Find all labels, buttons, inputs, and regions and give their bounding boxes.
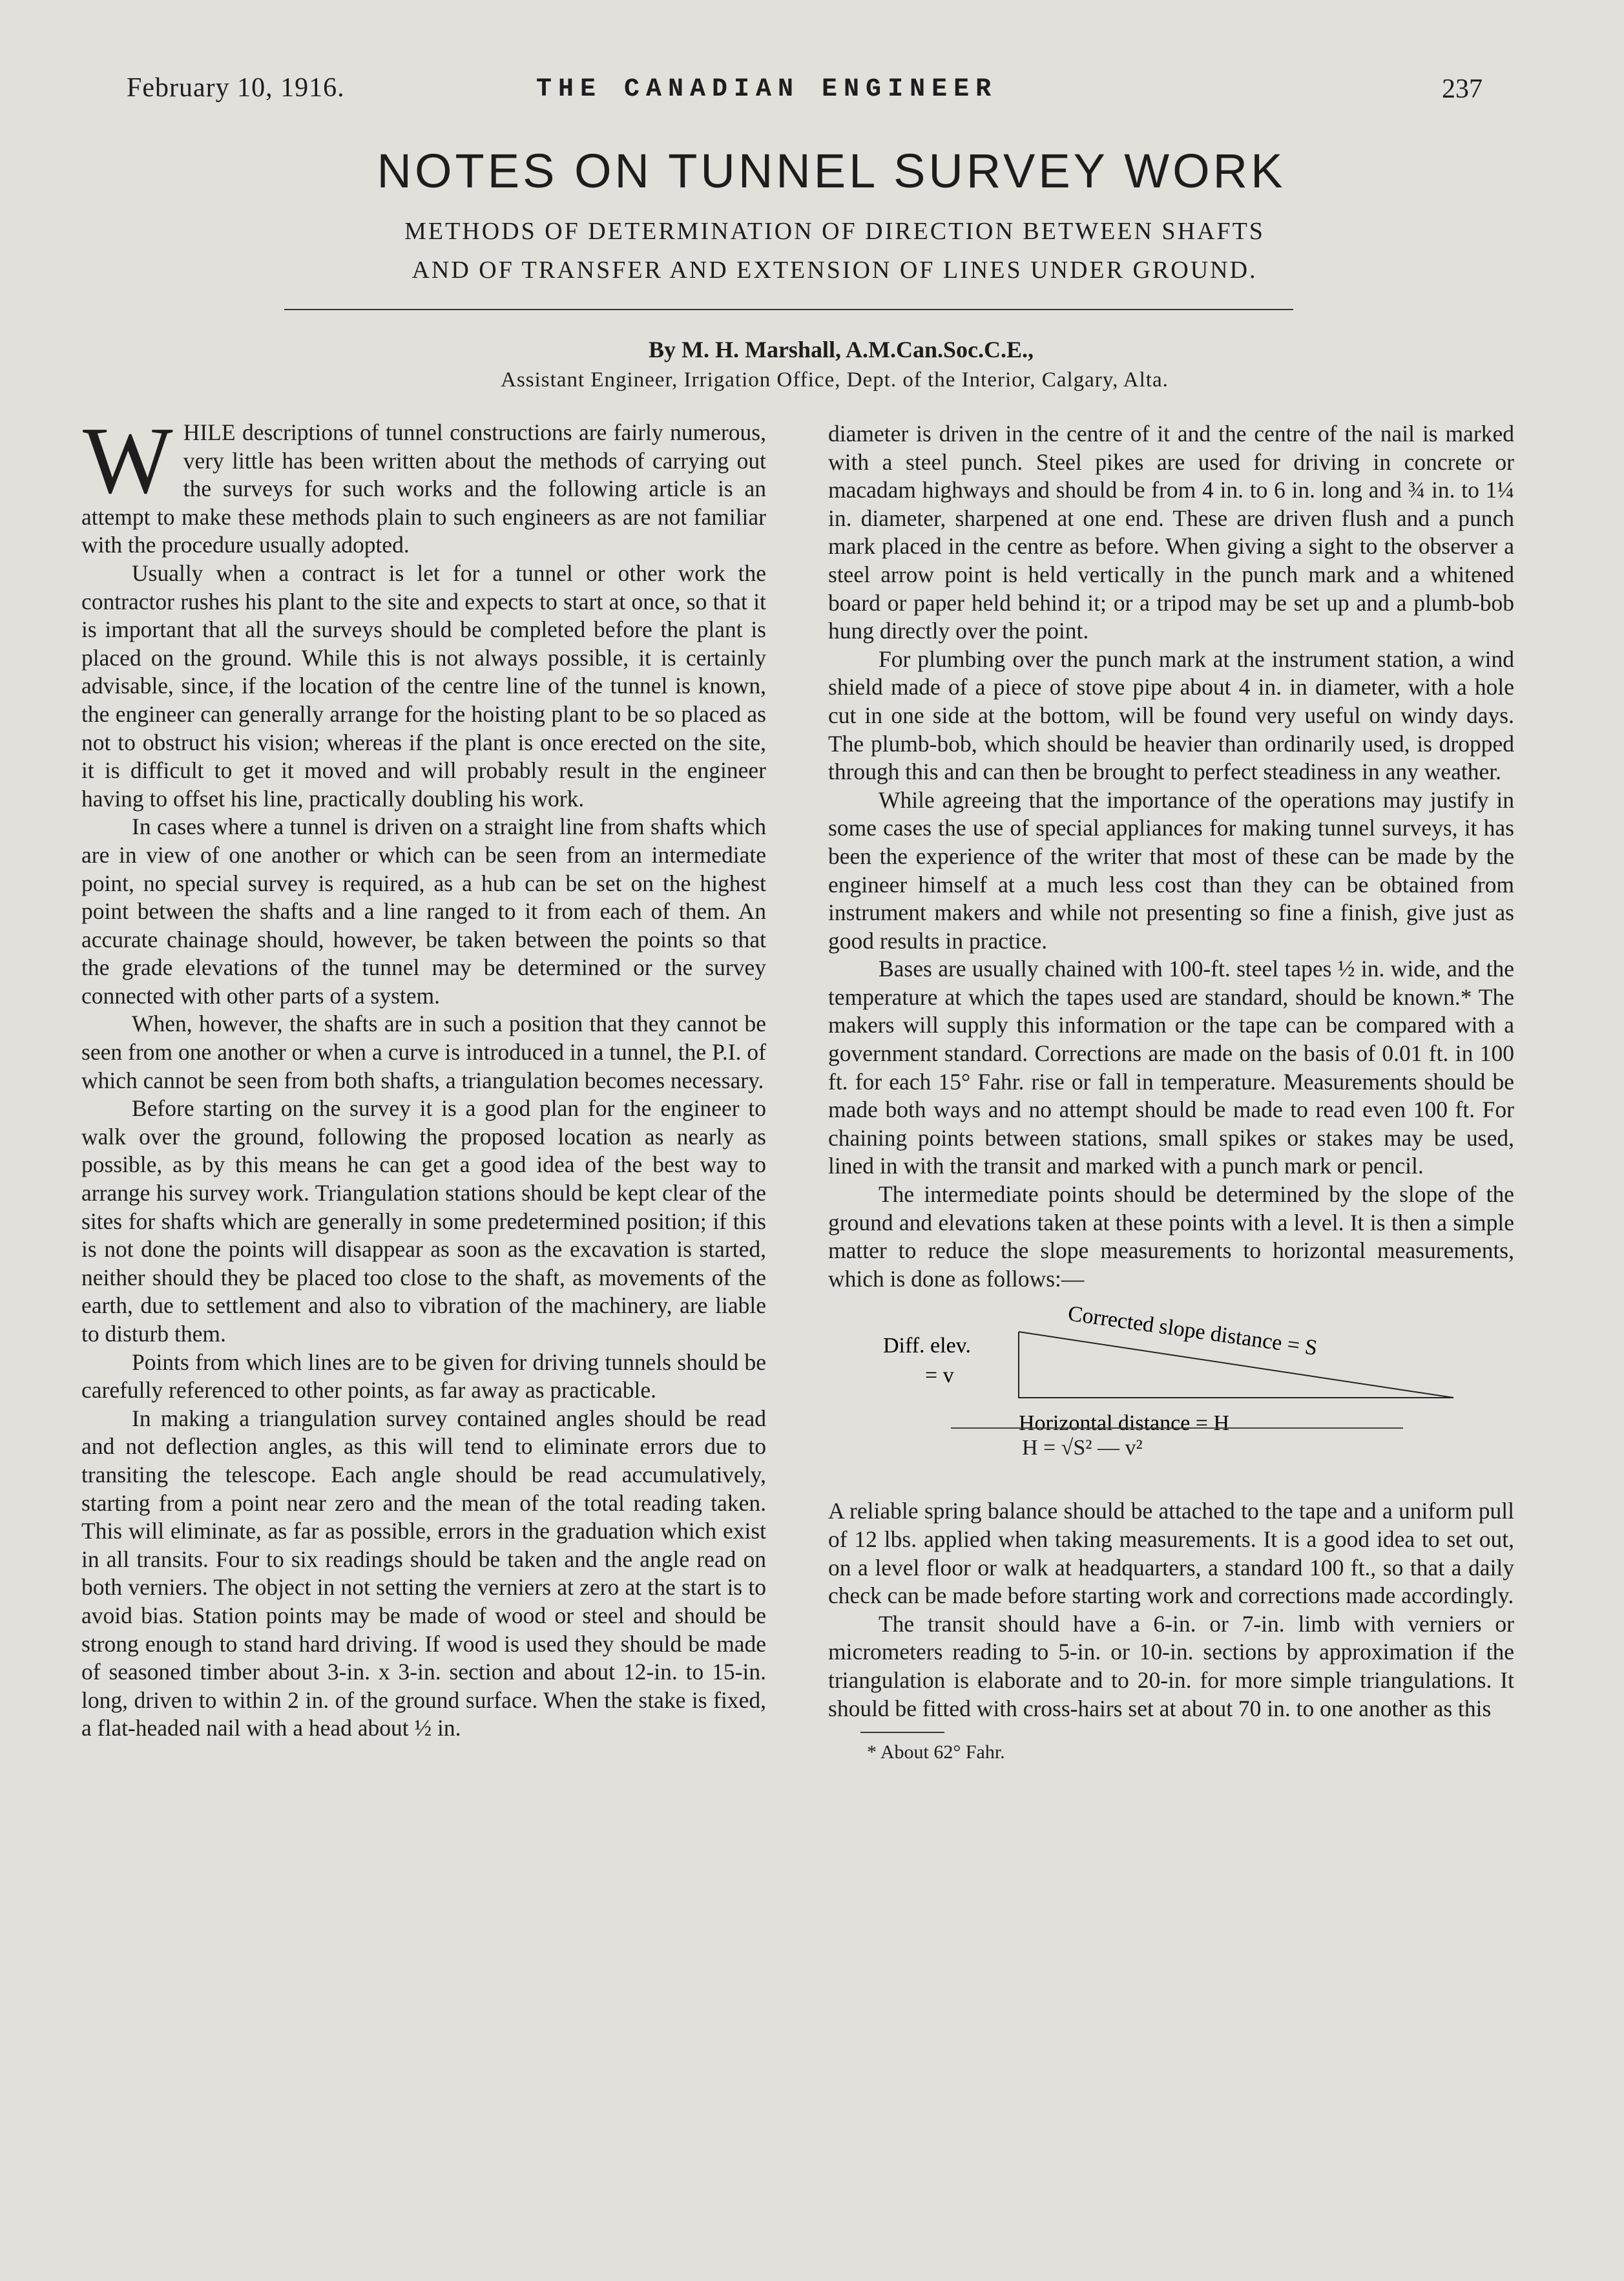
horizontal-distance-label: Horizontal distance = H [1019,1411,1230,1436]
paragraph-13: A reliable spring balance should be attached to the tape and a uniform pull of 12 lbs. applied when taking measurements. It is a good idea to set out, on a level floor or walk at headquarters, a standard 100 ft., so that a daily check can be made before starting work and corrections made accordingly. [828,1498,1514,1609]
equation-rule [951,1427,1403,1429]
article-title: NOTES ON TUNNEL SURVEY WORK [377,144,1286,198]
paragraph-3: In cases where a tunnel is driven on a straight line from shafts which are in view of one another or which can be seen from an intermediate point, no special survey is required, as a hub can be set on the highest point between the shafts and a line ranged to it from each of them. An accurate chainage should, however, be taken between the points so that the grade elevations of the tunnel may be determined or the survey connected with other parts of a system. [81,814,766,1009]
left-column [81,408,766,1743]
diff-elev-value: = v [925,1363,954,1388]
issue-date: February 10, 1916. [127,73,345,103]
title-divider [284,309,1293,310]
journal-name: THE CANADIAN ENGINEER [536,75,998,104]
article-subtitle-line-2: AND OF TRANSFER AND EXTENSION OF LINES UNDER GROUND. [411,257,1258,284]
diff-elev-label: Diff. elev. [883,1334,971,1358]
paragraph-7: In making a triangulation survey contained angles should be read and not deflection angles, as this will tend to eliminate errors due to transiting the telescope. Each angle should be read accumulatively, starting from a point near zero and the mean of the total reading taken. This will eliminate, as far as possible, errors in the graduation which exist in all transits. Four to six readings should be taken and the angle read on both verniers. The object in not setting the verniers at zero at the start is to avoid bias. Station points may be made of wood or steel and should be strong enough to stand hard driving. If wood is used they should be made of seasoned timber about 3-in. x 3-in. section and about 12-in. to 15-in. long, driven to within 2 in. of the ground surface. When the stake is fixed, a flat-headed nail with a head about ½ in. [81,1405,766,1741]
paragraph-11: Bases are usually chained with 100-ft. steel tapes ½ in. wide, and the temperature at which the tapes used are standard, should be known.* The makers will supply this information or the tape can be compared with a government standard. Corrections are made on the basis of 0.01 ft. in 100 ft. for each 15° Fahr. rise or fall in temperature. Measurements should be made both ways and no attempt should be made to read even 100 ft. For chaining points between stations, small spikes or stakes may be used, lined in with the transit and marked with a punch mark or pencil. [828,956,1514,1179]
page-number: 237 [1442,74,1483,104]
equation-row [828,1427,1514,1466]
author-affiliation: Assistant Engineer, Irrigation Office, Dept. of the Interior, Calgary, Alta. [501,368,1169,392]
paragraph-12: The intermediate points should be determined by the slope of the ground and elevations taken at these points with a level. It is then a simple matter to reduce the slope measurements to horizontal measurements, which is done as follows:— [828,1181,1514,1292]
paragraph-5: Before starting on the survey it is a good plan for the engineer to walk over the ground, following the proposed location as nearly as possible, as by this means he can get a good idea of the best way to arrange his survey work. Triangulation stations should be kept clear of the sites for shafts which are generally in some predetermined position; if this is not done the points will disappear as soon as the excavation is started, neither should they be placed too close to the shaft, as movements of the earth, due to settlement and also to vibration of the machinery, are liable to disturb them. [81,1095,766,1347]
running-head [0,72,1624,111]
paragraph-10: While agreeing that the importance of the operations may justify in some cases the use of special appliances for making tunnel surveys, it has been the experience of the writer that most of these can be made by the engineer himself at a much less cost than they can be obtained from instrument makers and while not presenting so fine a finish, give just as good results in practice. [828,786,1514,954]
slope-reduction-equation: H = √S² — v² [1022,1436,1143,1460]
article-subtitle-line-1: METHODS OF DETERMINATION OF DIRECTION BETWEEN SHAFTS [404,218,1265,245]
paragraph-9: For plumbing over the punch mark at the instrument station, a wind shield made of a piece of stove pipe about 4 in. in diameter, with a hole cut in one side at the bottom, will be found very useful on windy days. The plumb-bob, which should be heavier than ordinarily used, is dropped through this and can then be brought to perfect steadiness in any weather. [828,646,1514,785]
paragraph-1-text: HILE descriptions of tunnel constructions are fairly numerous, very little has been written about the methods of carrying out the surveys for such works and the following article is an attempt to make these methods plain to such engineers as are not familiar with the procedure usually adopted. [81,419,766,558]
right-column [828,420,1514,1767]
author-byline: By M. H. Marshall, A.M.Can.Soc.C.E., [648,337,1034,363]
footnote-divider [860,1732,944,1733]
equation-block [828,1427,1514,1482]
paragraph-14: The transit should have a 6-in. or 7-in. limb with verniers or micrometers reading to 5-in. or 10-in. sections by approximation if the triangulation is elaborate and to 20-in. for more simple triangulations. It should be fitted with cross-hairs set at about 70 in. to one another as this [828,1610,1514,1721]
slope-distance-label: Corrected slope distance = S [1066,1301,1319,1361]
paragraph-6: Points from which lines are to be given for driving tunnels should be carefully referenced to other points, as far away as practicable. [81,1349,766,1403]
footnote: * About 62° Fahr. [867,1741,1005,1763]
paragraph-2: Usually when a contract is let for a tunnel or other work the contractor rushes his plant to the site and expects to start at once, so that it is important that all the surveys should be completed before the plant is placed on the ground. While this is not always possible, it is certainly advisable, since, if the location of the centre line of the tunnel is known, the engineer can generally arrange for the hoisting plant to be so placed as not to obstruct his vision; whereas if the plant is once erected on the site, it is difficult to get it moved and will probably result in the engineer having to offset his line, practically doubling his work. [81,560,766,812]
drop-cap: W [83,408,173,514]
slope-triangle-diagram [828,1301,1514,1436]
slope-triangle-figure [828,1301,1514,1488]
paragraph-4: When, however, the shafts are in such a position that they cannot be seen from one another or when a curve is introduced in a tunnel, the P.I. of which cannot be seen from both shafts, a triangulation becomes necessary. [81,1011,766,1093]
paragraph-1 [81,408,766,560]
paragraph-8: diameter is driven in the centre of it and the centre of the nail is marked with a steel punch. Steel pikes are used for driving in concrete or macadam highways and should be from 4 in. to 6 in. long and ¾ in. to 1¼ in. diameter, sharpened at one end. These are driven flush and a punch mark placed in the centre as before. When giving a sight to the observer a steel arrow point is held vertically in the punch mark and a whitened board or paper held behind it; or a tripod may be set up and a plumb-bob hung directly over the point. [828,421,1514,644]
